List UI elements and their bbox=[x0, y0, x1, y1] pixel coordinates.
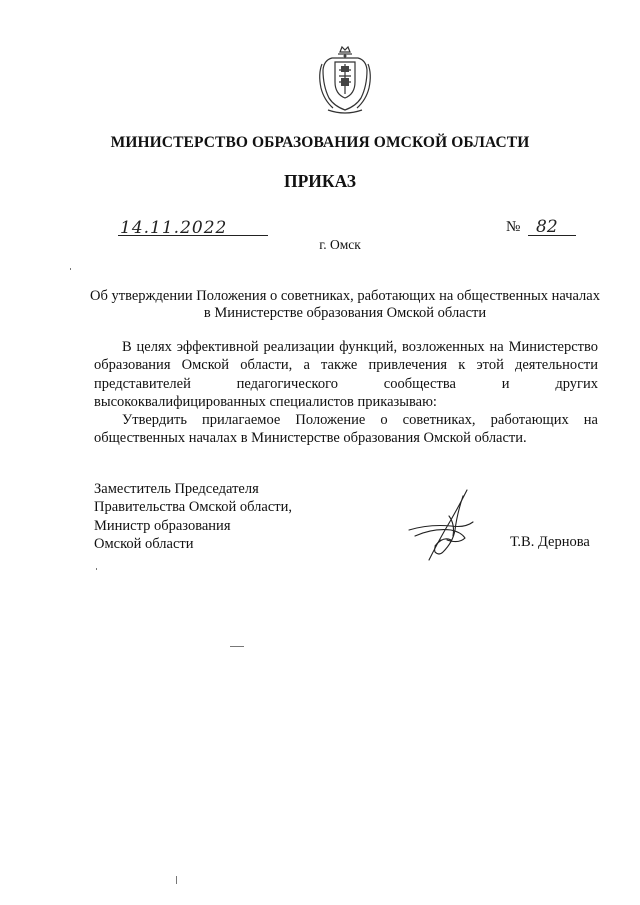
ministry-name: МИНИСТЕРСТВО ОБРАЗОВАНИЯ ОМСКОЙ ОБЛАСТИ bbox=[110, 134, 530, 151]
signatory-title-line: Заместитель Председателя bbox=[94, 481, 259, 497]
order-number: 82 bbox=[536, 217, 558, 237]
number-underline bbox=[528, 235, 576, 236]
handwritten-signature-icon bbox=[405, 486, 485, 568]
coat-of-arms-icon bbox=[314, 44, 376, 116]
order-body bbox=[94, 338, 598, 448]
city-name: г. Омск bbox=[319, 237, 361, 252]
body-paragraph: Утвердить прилагаемое Положение о советниках, работающих на общественных началах в Министерстве образования Омской области. bbox=[94, 412, 598, 447]
document-type-title: ПРИКАЗ bbox=[283, 171, 357, 191]
scan-speck bbox=[176, 876, 177, 884]
scan-speck bbox=[96, 568, 97, 570]
signatory-title-line: Правительства Омской области, bbox=[94, 499, 292, 516]
date-underline bbox=[118, 235, 268, 236]
order-date: 14.11.2022 bbox=[120, 218, 228, 238]
signatory-title bbox=[94, 480, 292, 553]
number-sign: № bbox=[506, 219, 521, 235]
scan-speck bbox=[230, 646, 244, 647]
order-subject: Об утверждении Положения о советниках, работающих на общественных началах в Министерстве образования Омской области bbox=[90, 288, 600, 321]
body-paragraph: В целях эффективной реализации функций, возложенных на Министерство образования Омской области, а также привлечения к этой деятельности представителей педагогического сообщества и других высококвалифицированных специалистов приказываю: bbox=[94, 339, 598, 410]
signer-name: Т.В. Дернова bbox=[510, 534, 590, 550]
scan-speck bbox=[70, 268, 71, 270]
signatory-title-line: Омской области bbox=[94, 535, 194, 552]
signatory-title-line: Министр образования bbox=[94, 517, 231, 534]
